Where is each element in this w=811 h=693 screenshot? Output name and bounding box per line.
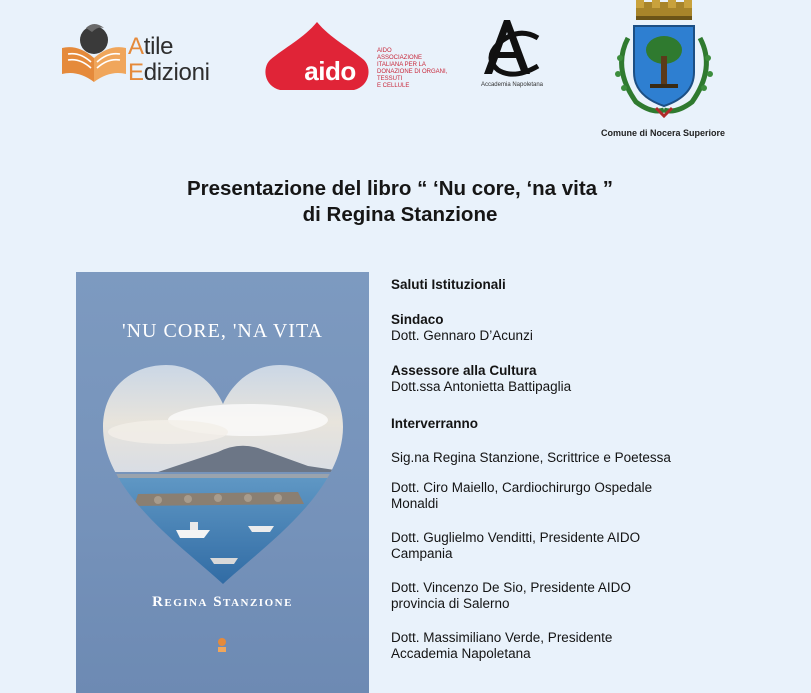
aido-logo bbox=[262, 20, 452, 92]
cover-author: Regina Stanzione bbox=[152, 594, 293, 610]
atile-line2: Edizioni bbox=[128, 59, 210, 86]
accademia-napoletana-logo bbox=[472, 16, 552, 96]
book-cover bbox=[76, 272, 369, 693]
cover-book-title: 'NU CORE, 'NA VITA bbox=[121, 320, 324, 342]
speaker-item bbox=[391, 450, 791, 466]
open-book-icon bbox=[58, 18, 130, 86]
title-line-1: Presentazione del libro “ ‘Nu core, ‘na vita ” bbox=[186, 177, 614, 200]
speaker-item bbox=[391, 630, 791, 662]
speaker-line: Monaldi bbox=[391, 496, 439, 511]
speaker-item bbox=[391, 530, 791, 562]
aido-wordmark: aido bbox=[304, 56, 356, 86]
coat-of-arms-icon bbox=[606, 0, 722, 118]
atile-edizioni-logo bbox=[58, 14, 248, 90]
comune-caption: Comune di Nocera Superiore bbox=[600, 128, 726, 138]
accademia-caption: Accademia Napoletana bbox=[480, 82, 544, 88]
speaker-line: Accademia Napoletana bbox=[391, 646, 531, 661]
title-line-2: di Regina Stanzione bbox=[302, 203, 498, 226]
aido-fine-print: AIDO ASSOCIAZIONE ITALIANA PER LA DONAZIONE DI ORGANI, TESSUTI E CELLULE bbox=[377, 48, 448, 89]
interverranno-heading: Interverranno bbox=[391, 416, 479, 431]
heart-photo-naples-bay bbox=[98, 362, 348, 587]
event-program bbox=[391, 277, 791, 662]
publisher-mark-icon bbox=[214, 636, 230, 654]
assessore-role: Assessore alla Cultura bbox=[391, 363, 537, 378]
speaker-line: Sig.na Regina Stanzione, Scrittrice e Poetessa bbox=[391, 450, 671, 465]
speaker-line: Dott. Guglielmo Venditti, Presidente AIDO bbox=[391, 530, 641, 545]
atile-line1: Atile bbox=[128, 33, 174, 60]
assessore-block bbox=[391, 363, 791, 395]
saluti-heading: Saluti Istituzionali bbox=[391, 277, 506, 292]
speaker-item bbox=[391, 580, 791, 612]
speaker-line: provincia di Salerno bbox=[391, 596, 510, 611]
presentation-title bbox=[100, 176, 700, 228]
sindaco-role: Sindaco bbox=[391, 312, 444, 327]
speaker-line: Campania bbox=[391, 546, 453, 561]
speaker-item bbox=[391, 480, 791, 512]
speaker-line: Dott. Massimiliano Verde, Presidente bbox=[391, 630, 613, 645]
sindaco-name: Dott. Gennaro D’Acunzi bbox=[391, 328, 533, 343]
assessore-name: Dott.ssa Antonietta Battipaglia bbox=[391, 379, 572, 394]
comune-coat-of-arms bbox=[598, 0, 728, 143]
accademia-monogram-icon bbox=[476, 16, 546, 80]
speaker-line: Dott. Ciro Maiello, Cardiochirurgo Ospedale bbox=[391, 480, 653, 495]
sindaco-block bbox=[391, 312, 791, 344]
speaker-line: Dott. Vincenzo De Sio, Presidente AIDO bbox=[391, 580, 631, 595]
